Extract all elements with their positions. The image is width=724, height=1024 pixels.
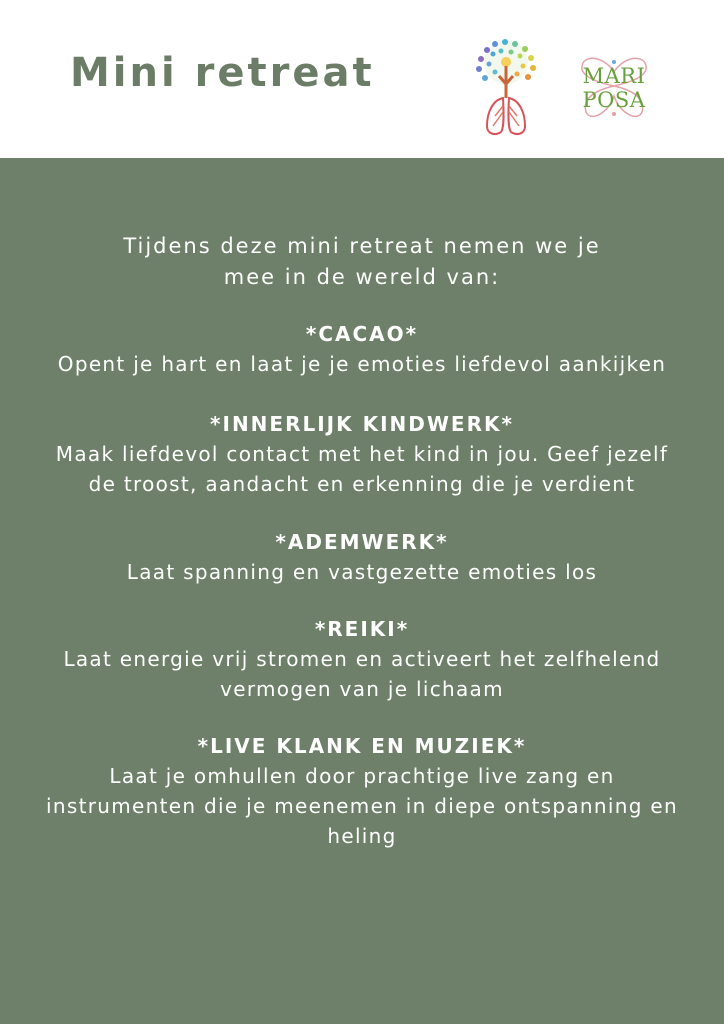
page-title: Mini retreat bbox=[70, 50, 375, 96]
section-body-line: Opent je hart en laat je je emoties liefdevol aankijken bbox=[57, 352, 667, 376]
section-body-line: de troost, aandacht en erkenning die je verdient bbox=[88, 472, 636, 496]
section-title: *LIVE KLANK EN MUZIEK* bbox=[197, 734, 527, 758]
intro-line: mee in de wereld van: bbox=[223, 265, 501, 289]
section-body bbox=[0, 761, 724, 851]
header bbox=[0, 0, 724, 158]
section-title: *CACAO* bbox=[305, 322, 419, 346]
section-body-line: heling bbox=[327, 824, 397, 848]
section-innerlijk-kindwerk bbox=[0, 409, 724, 499]
intro-text bbox=[0, 231, 724, 293]
section-body bbox=[0, 644, 724, 704]
section-body bbox=[0, 439, 724, 499]
section-body-line: Laat spanning en vastgezette emoties los bbox=[126, 560, 598, 584]
section-cacao bbox=[0, 319, 724, 379]
tree-lungs-logo-icon bbox=[465, 36, 547, 140]
mariposa-logo bbox=[574, 52, 654, 124]
section-body-line: Maak liefdevol contact met het kind in jou. Geef jezelf bbox=[55, 442, 669, 466]
section-body-line: instrumenten die je meenemen in diepe ontspanning en bbox=[46, 794, 678, 818]
section-live-klank-en-muziek bbox=[0, 731, 724, 851]
section-title: *ADEMWERK* bbox=[275, 530, 449, 554]
section-body-line: vermogen van je lichaam bbox=[220, 677, 504, 701]
section-title: *REIKI* bbox=[314, 617, 410, 641]
section-ademwerk bbox=[0, 527, 724, 587]
section-body-line: Laat energie vrij stromen en activeert het zelfhelend bbox=[63, 647, 661, 671]
section-body bbox=[0, 557, 724, 587]
section-title: *INNERLIJK KINDWERK* bbox=[210, 412, 514, 436]
mariposa-logo-line1: MARI bbox=[582, 64, 646, 88]
section-body-line: Laat je omhullen door prachtige live zang en bbox=[109, 764, 615, 788]
content-panel bbox=[0, 158, 724, 1024]
section-body bbox=[0, 349, 724, 379]
section-reiki bbox=[0, 614, 724, 704]
mariposa-logo-line2: POSA bbox=[582, 88, 646, 112]
intro-line: Tijdens deze mini retreat nemen we je bbox=[123, 234, 601, 258]
